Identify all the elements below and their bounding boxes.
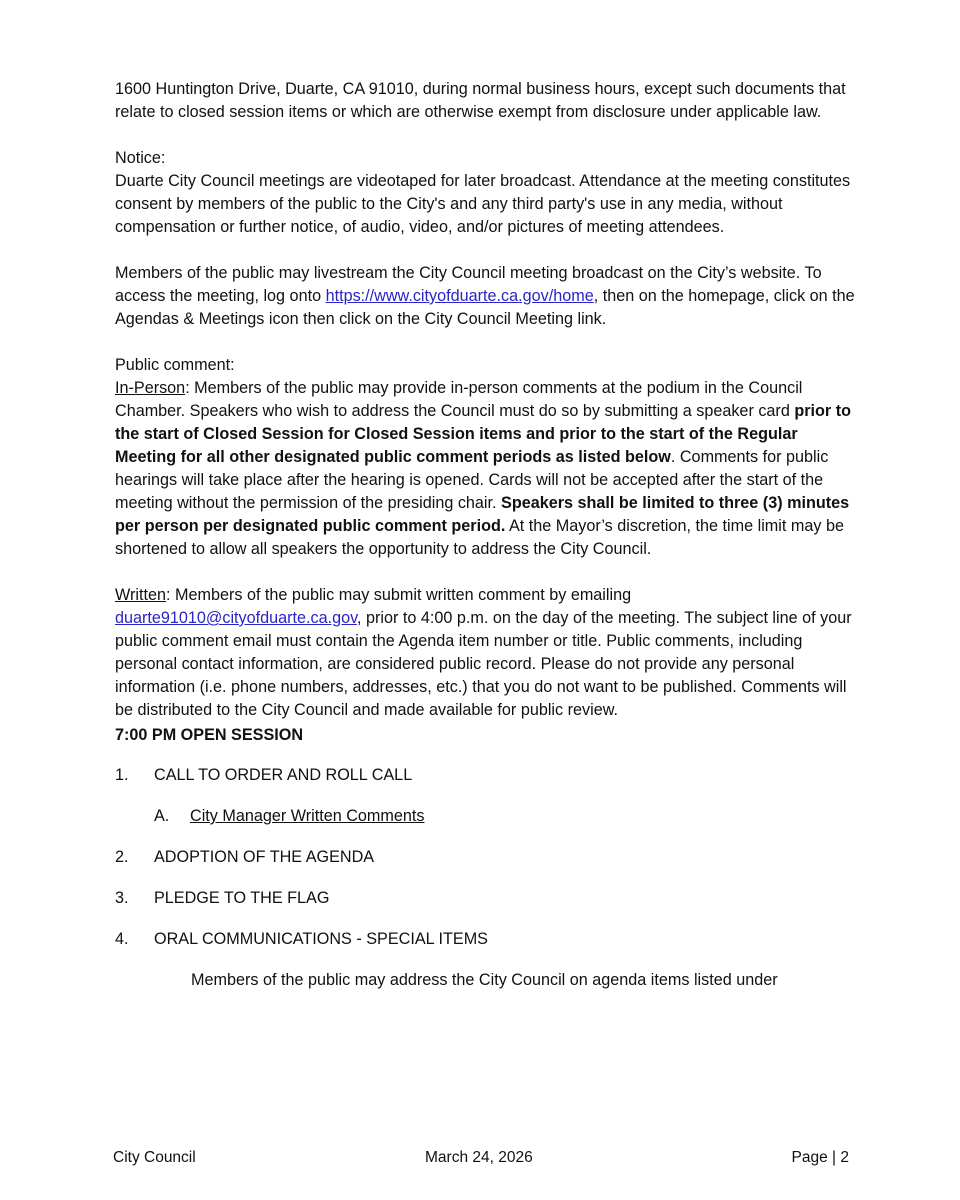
notice-body: Duarte City Council meetings are videotaped for later broadcast. Attendance at the meeting constitutes consent by members of the public to the City's and any third party's use in any media, without compensation or further notice, of audio, video, and/or pictures of meeting attendees. (115, 172, 851, 236)
agenda-item-3 (115, 887, 860, 910)
intro-paragraph: 1600 Huntington Drive, Duarte, CA 91010, during normal business hours, except such documents that relate to closed session items or which are otherwise exempt from disclosure under applicable law. (115, 80, 846, 121)
written-paragraph (115, 584, 860, 722)
agenda-item-label: ADOPTION OF THE AGENDA (154, 848, 375, 866)
in-person-bold-2: Speakers shall be limited to three (3) minutes per person per designated public comment period. (115, 494, 850, 535)
public-comment-section (115, 354, 860, 722)
footer-date: March 24, 2026 (425, 1149, 533, 1166)
agenda-item-number: 1. (115, 766, 129, 784)
comment-email-link[interactable]: duarte91010@cityofduarte.ca.gov (115, 609, 358, 627)
in-person-bold-1: prior to the start of Closed Session for Closed Session items and prior to the start of the Regular Meeting for all other designated public comment periods as listed below (115, 402, 851, 466)
agenda-subitem-letter: A. (154, 807, 170, 825)
agenda-item-label: CALL TO ORDER AND ROLL CALL (154, 766, 413, 784)
notice-heading: Notice: (115, 149, 166, 167)
public-comment-heading: Public comment: (115, 356, 235, 374)
agenda-item-number: 2. (115, 848, 129, 866)
livestream-text-before: Members of the public may livestream the City Council meeting broadcast on the City’s website. To access the meeting, log onto (115, 264, 822, 305)
page-footer (113, 1146, 849, 1168)
written-label: Written (115, 586, 166, 604)
written-text-1: : Members of the public may submit written comment by emailing (165, 586, 632, 604)
agenda-item-number: 3. (115, 889, 129, 907)
agenda-subitem-label: City Manager Written Comments (190, 807, 425, 825)
agenda-item-label: ORAL COMMUNICATIONS - SPECIAL ITEMS (154, 930, 488, 948)
agenda-item-4 (115, 928, 860, 951)
agenda-subitem-a (115, 805, 860, 828)
written-text-2: , prior to 4:00 p.m. on the day of the meeting. The subject line of your public comment email must contain the Agenda item number or title. Public comments, including personal contact information, are considered public record. Please do not provide any personal information (i.e. phone numbers, addresses, etc.) that you do not want to be published. Comments will be distributed to the City Council and made available for public review. (115, 609, 852, 719)
agenda-item-4-description: Members of the public may address the City Council on agenda items listed under (191, 971, 778, 989)
in-person-paragraph (115, 377, 860, 561)
agenda-item-1 (115, 764, 860, 787)
livestream-text-after: , then on the homepage, click on the Agendas & Meetings icon then click on the City Council Meeting link. (115, 287, 855, 328)
footer-body-name: City Council (113, 1149, 196, 1166)
open-session-heading: 7:00 PM OPEN SESSION (115, 726, 304, 744)
agenda-item-number: 4. (115, 930, 129, 948)
in-person-text-1: : Members of the public may provide in-person comments at the podium in the Council Chamber. Speakers who wish to address the Council must do so by submitting a speaker card (115, 379, 803, 420)
in-person-label: In-Person (115, 379, 186, 397)
agenda-list (115, 764, 860, 951)
agenda-item-2 (115, 846, 860, 869)
notice-section (115, 147, 860, 239)
document-page (115, 78, 860, 992)
footer-page-number: Page | 2 (791, 1149, 849, 1166)
in-person-text-2: . Comments for public hearings will take place after the hearing is opened. Cards will not be accepted after the start of the meeting without the permission of the presiding chair. (115, 448, 829, 512)
city-website-link[interactable]: https://www.cityofduarte.ca.gov/home (325, 287, 594, 305)
in-person-text-3: At the Mayor’s discretion, the time limit may be shortened to allow all speakers the opportunity to address the City Council. (115, 517, 844, 558)
livestream-paragraph (115, 262, 860, 331)
agenda-item-label: PLEDGE TO THE FLAG (154, 889, 330, 907)
